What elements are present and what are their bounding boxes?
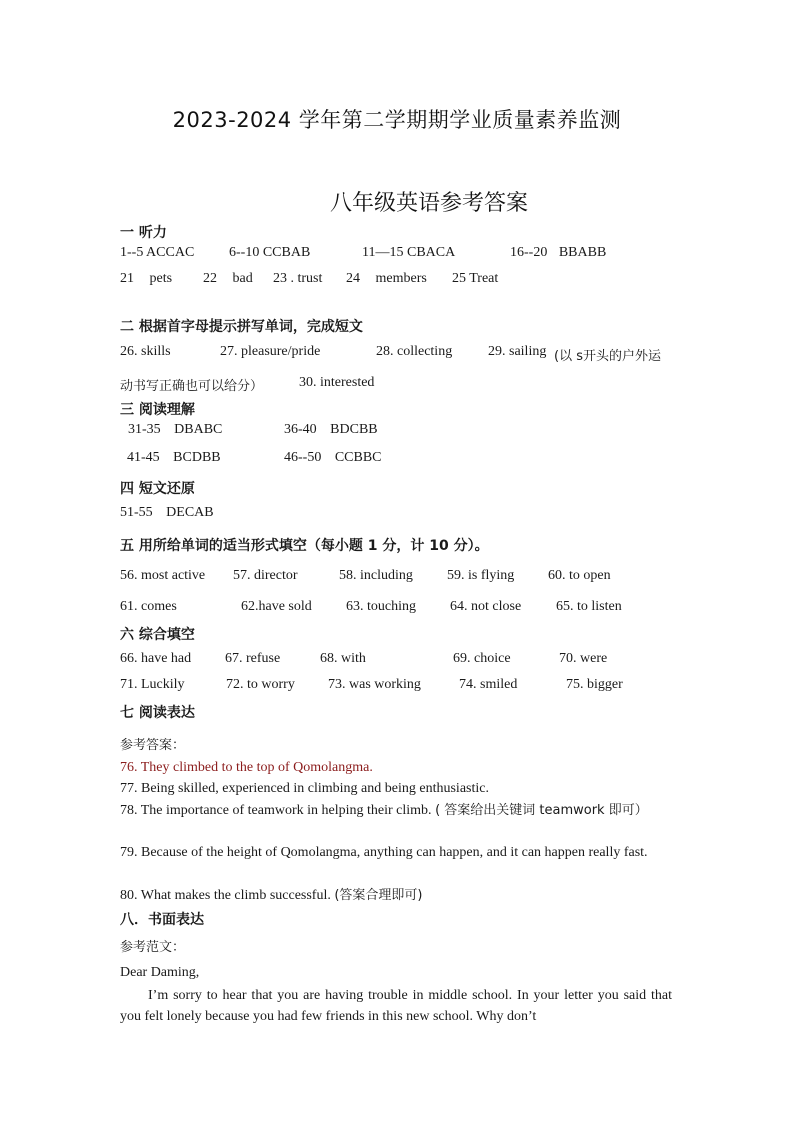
answer-item: 25 Treat (452, 271, 499, 286)
scoring-note: ( 答案给出关键词 teamwork 即可） (435, 803, 648, 818)
answer-item: 28. collecting (376, 344, 453, 359)
answer-item: 29. sailing (488, 344, 547, 359)
answer-group: 51-55 DECAB (120, 505, 214, 520)
answer-item: 71. Luckily (120, 677, 185, 692)
answer-item: 60. to open (548, 568, 611, 583)
answer-79: 79. Because of the height of Qomolangma, anything can happen, and it can happen really fast. (120, 845, 648, 860)
answer-item: 63. touching (346, 599, 416, 614)
answer-item: 73. was working (328, 677, 421, 692)
answer-item: 56. most active (120, 568, 206, 583)
section-1-heading: 一 听力 (120, 225, 167, 241)
section-4-heading: 四 短文还原 (120, 481, 195, 497)
answer-item: 72. to worry (226, 677, 295, 692)
answer-item: 21 pets (120, 271, 173, 286)
answer-item: 59. is flying (447, 568, 515, 583)
answer-item: 67. refuse (225, 651, 281, 666)
answer-item: 66. have had (120, 651, 192, 666)
answer-item: 57. director (233, 568, 298, 583)
scoring-note: (以 s开头的户外运 (554, 349, 661, 364)
section-5-heading: 五 用所给单词的适当形式填空（每小题 1 分，计 10 分）。 (120, 538, 489, 554)
answer-80: 80. What makes the climb successful. (120, 888, 331, 903)
scoring-note: 动书写正确也可以给分） (120, 379, 264, 394)
answer-group: 16--20 BBABB (510, 245, 607, 260)
answer-group: 6--10 CCBAB (229, 245, 311, 260)
answer-item: 64. not close (450, 599, 522, 614)
answer-77: 77. Being skilled, experienced in climbing and being enthusiastic. (120, 781, 489, 796)
answer-item: 30. interested (299, 375, 375, 390)
answer-group: 11—15 CBACA (362, 245, 456, 260)
answer-item: 24 members (346, 271, 427, 286)
answer-item: 68. with (320, 651, 366, 666)
answer-item: 69. choice (453, 651, 511, 666)
letter-greeting: Dear Daming, (120, 965, 200, 980)
answer-group: 31-35 DBABC (128, 422, 223, 437)
answer-80-block (120, 884, 423, 904)
answer-group: 46--50 CCBBC (284, 450, 382, 465)
section-6-heading: 六 综合填空 (120, 627, 195, 643)
answer-group: 1--5 ACCAC (120, 245, 195, 260)
answer-group: 36-40 BDCBB (284, 422, 378, 437)
answer-item: 22 bad (203, 271, 253, 286)
letter-body: I’m sorry to hear that you are having trouble in middle school. In your letter you said that you felt lonely because you had few friends in this new school. Why don’t (120, 988, 672, 1024)
answer-76: 76. They climbed to the top of Qomolangma. (120, 760, 373, 775)
section-7-heading: 七 阅读表达 (120, 705, 195, 721)
answer-78: 78. The importance of teamwork in helping their climb. (120, 803, 432, 818)
sample-essay-label: 参考范文： (120, 940, 186, 955)
answer-78-block (120, 800, 672, 821)
answer-item: 65. to listen (556, 599, 622, 614)
answer-item: 75. bigger (566, 677, 623, 692)
answer-item: 61. comes (120, 599, 177, 614)
scoring-note: (答案合理即可) (334, 888, 423, 903)
answer-item: 26. skills (120, 344, 171, 359)
reference-answer-label: 参考答案： (120, 738, 186, 753)
section-3-heading: 三 阅读理解 (120, 402, 195, 418)
section-2-heading: 二 根据首字母提示拼写单词，完成短文 (120, 319, 363, 335)
answer-item: 27. pleasure/pride (220, 344, 321, 359)
answer-group: 41-45 BCDBB (127, 450, 221, 465)
answer-item: 58. including (339, 568, 413, 583)
section-8-heading: 八．书面表达 (120, 912, 204, 928)
document-title: 2023-2024 学年第二学期期学业质量素养监测 (172, 108, 622, 132)
answer-item: 23 . trust (273, 271, 323, 286)
answer-item: 70. were (559, 651, 608, 666)
answer-item: 74. smiled (459, 677, 518, 692)
document-subtitle: 八年级英语参考答案 (330, 191, 529, 216)
answer-item: 62.have sold (241, 599, 312, 614)
